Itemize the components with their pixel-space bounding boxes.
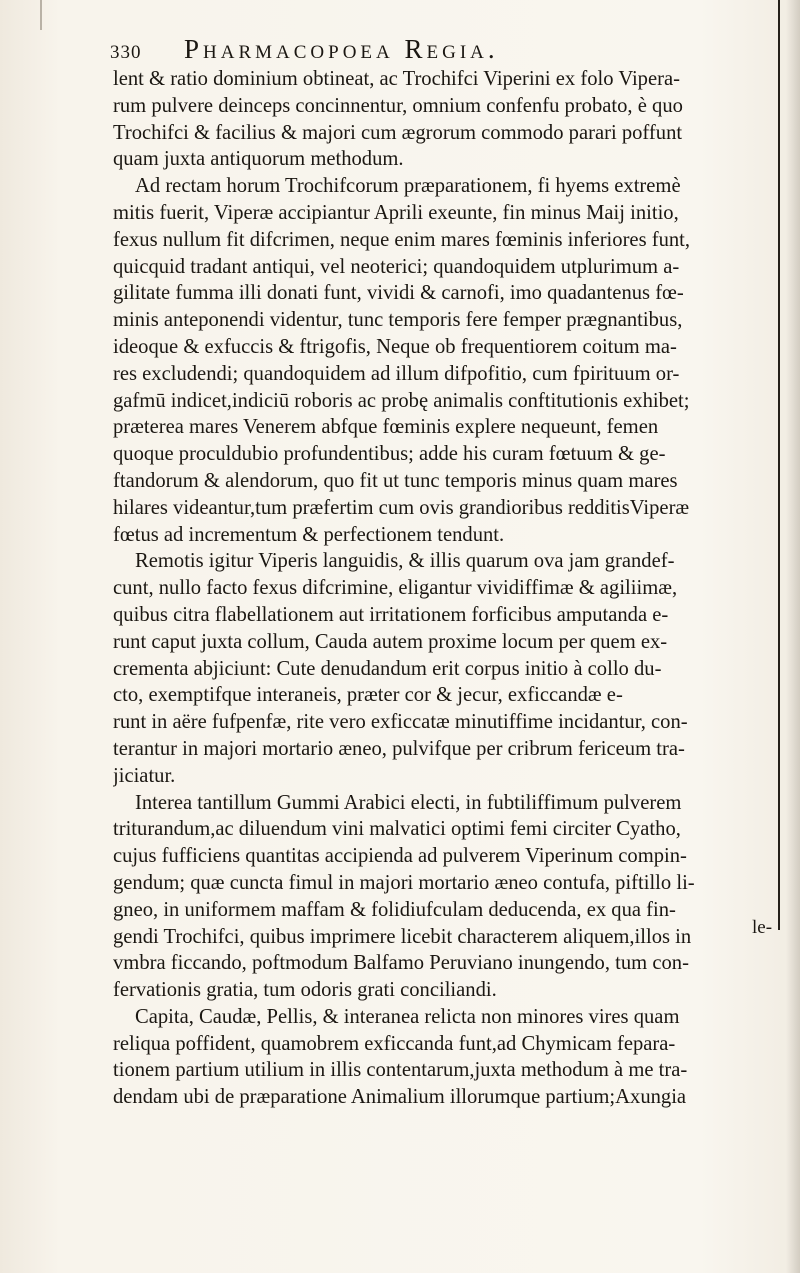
text-line: fœtus ad incrementum & perfectionem tendunt. xyxy=(113,523,505,546)
text-line: gneo, in uniformem maffam & folidiufculam deducenda, ex qua fin- xyxy=(113,898,676,921)
text-line: Interea tantillum Gummi Arabici electi, in fubtiliffimum pulverem xyxy=(135,791,682,814)
text-line: ftandorum & alendorum, quo fit ut tunc temporis minus quam mares xyxy=(113,469,678,492)
text-line: runt caput juxta collum, Cauda autem proxime locum per quem ex- xyxy=(113,630,668,653)
text-line: gafmū indicet,indiciū roboris ac probę animalis conftitutionis exhibet; xyxy=(113,389,690,412)
text-line: runt in aëre fufpenfæ, rite vero exficcatæ minutiffime incidantur, con- xyxy=(113,711,688,734)
text-line: fervationis gratia, tum odoris grati conciliandi. xyxy=(113,979,497,1002)
text-line: ideoque & exfuccis & ftrigofis, Neque ob frequentiorem coitum ma- xyxy=(113,335,677,358)
page-edge-line xyxy=(778,0,780,930)
page-header xyxy=(110,34,770,68)
page-number: 330 xyxy=(110,42,142,63)
body-text xyxy=(113,66,778,1111)
text-line: vmbra ficcando, poftmodum Balfamo Peruviano inungendo, tum con- xyxy=(113,952,689,975)
text-line: crementa abjiciunt: Cute denudandum erit corpus initio à collo du- xyxy=(113,657,662,680)
text-line: cujus fufficiens quantitas accipienda ad pulverem Viperinum compin- xyxy=(113,845,687,868)
text-line: hilares videantur,tum præfertim cum ovis grandioribus redditisViperæ xyxy=(113,496,690,519)
text-line: Ad rectam horum Trochifcorum præparationem, fi hyems extremè xyxy=(135,175,681,198)
text-line: quicquid tradant antiqui, vel neoterici; quandoquidem utplurimum a- xyxy=(113,255,680,278)
text-line: reliqua poffident, quamobrem exficcanda funt,ad Chymicam fepara- xyxy=(113,1032,676,1055)
text-line: tionem partium utilium in illis contentarum,juxta methodum à me tra- xyxy=(113,1059,688,1082)
text-line: lent & ratio dominium obtineat, ac Trochifci Viperini ex folo Vipera- xyxy=(113,68,680,90)
text-line: Trochifci & facilius & majori cum ægrorum commodo parari poffunt xyxy=(113,121,683,144)
text-line: minis anteponendi videntur, tunc temporis fere femper prægnantibus, xyxy=(113,309,683,332)
text-line: rum pulvere deinceps concinnentur, omnium confenfu probato, è quo xyxy=(113,94,683,117)
running-head: Pharmacopoea Regia. xyxy=(184,34,499,64)
text-line: jiciatur. xyxy=(113,764,176,787)
text-line: cto, exemptifque interaneis, præter cor & jecur, exficcandæ e- xyxy=(113,684,623,707)
text-line: triturandum,ac diluendum vini malvatici optimi femi circiter Cyatho, xyxy=(113,818,681,841)
text-line: dendam ubi de præparatione Animalium illorumque partium;Axungia xyxy=(113,1086,687,1109)
text-line: quam juxta antiquorum methodum. xyxy=(113,148,404,171)
text-line: quibus citra flabellationem aut irritationem forficibus amputanda e- xyxy=(113,603,669,626)
text-line: cunt, nullo facto fexus difcrimine, eligantur vividiffimæ & agiliimæ, xyxy=(113,577,678,600)
text-line: Remotis igitur Viperis languidis, & illis quarum ova jam grandef- xyxy=(135,550,675,573)
page-gutter-shadow xyxy=(786,0,800,1273)
text-line: gendi Trochifci, quibus imprimere licebit characterem aliquem,illos in xyxy=(113,925,692,948)
text-line: quoque proculdubio profundentibus; adde his curam fœtuum & ge- xyxy=(113,443,666,466)
catchword: le- xyxy=(752,917,773,938)
text-line: Capita, Caudæ, Pellis, & interanea relicta non minores vires quam xyxy=(135,1005,680,1028)
text-line: gilitate fumma illi donati funt, vividi & carnofi, imo quadantenus fœ- xyxy=(113,282,684,305)
top-edge-mark xyxy=(40,0,42,30)
text-line: res excludendi; quandoquidem ad illum difpofitio, cum fpirituum or- xyxy=(113,362,680,385)
text-line: præterea mares Venerem abfque fœminis explere nequeunt, femen xyxy=(113,416,659,439)
text-line: mitis fuerit, Viperæ accipiantur Aprili exeunte, fin minus Maij initio, xyxy=(113,201,679,224)
text-line: terantur in majori mortario æneo, pulvifque per cribrum fericeum tra- xyxy=(113,737,685,760)
text-line: gendum; quæ cuncta fimul in majori mortario æneo contufa, piftillo li- xyxy=(113,871,695,894)
text-line: fexus nullum fit difcrimen, neque enim mares fœminis inferiores funt, xyxy=(113,228,691,251)
